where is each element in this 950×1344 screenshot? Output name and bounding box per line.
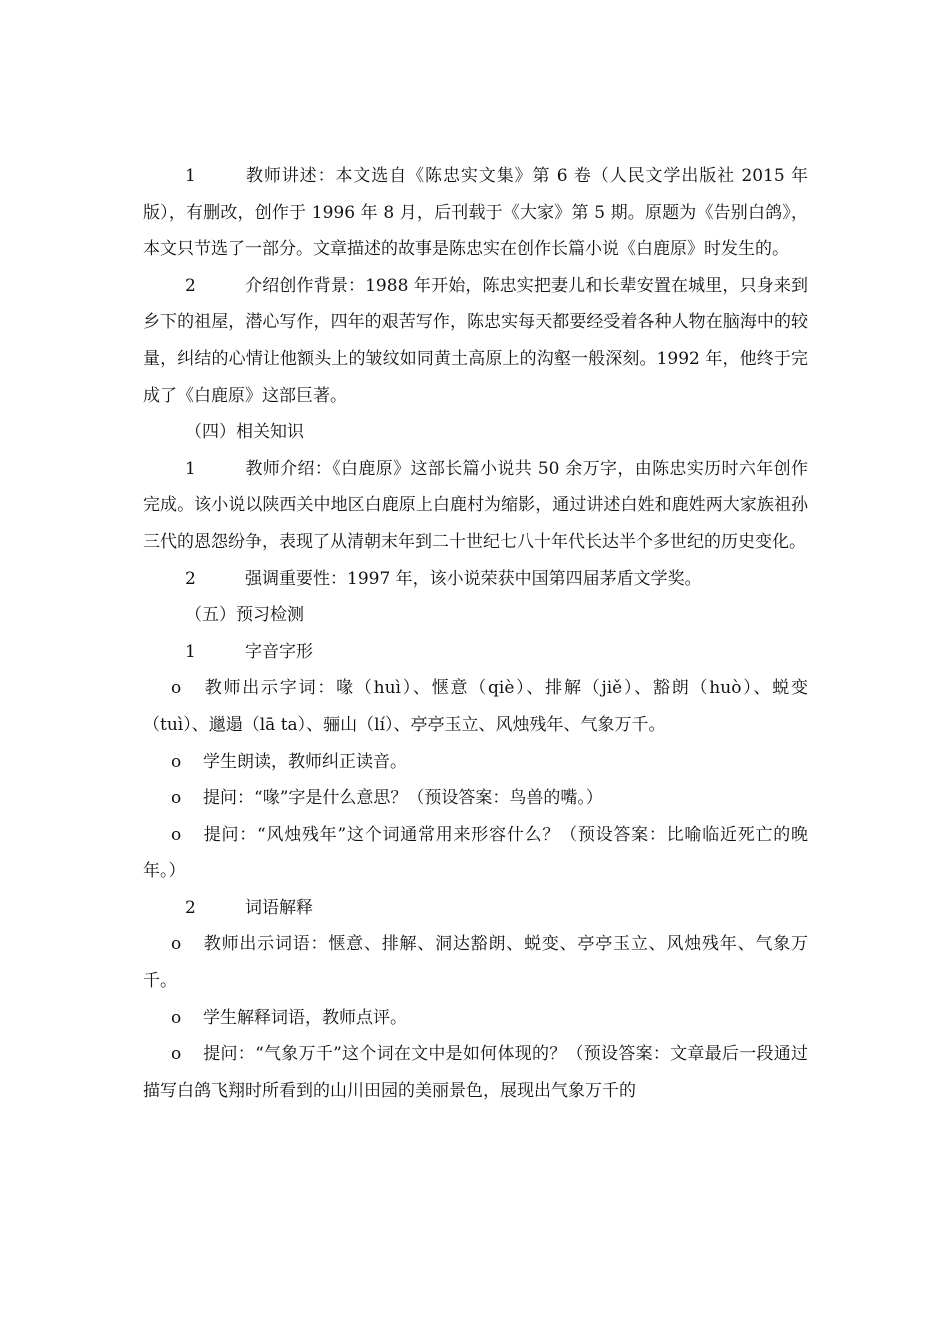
paragraph bbox=[143, 451, 808, 561]
paragraph-text: 强调重要性：1997 年，该小说荣获中国第四届茅盾文学奖。 bbox=[245, 568, 702, 589]
paragraph-text: 教师讲述：本文选自《陈忠实文集》第 6 卷（人民文学出版社 2015 年版），有删改，创作于 1996 年 8 月，后刊载于《大家》第 5 期。原题为《告别白鸽》，本文只节选了一部分。文章描述的故事是陈忠实在创作长篇小说《白鹿原》时发生的。 bbox=[143, 166, 808, 260]
list-item-text: 教师出示字词：喙（huì）、惬意（qiè）、排解（jiě）、豁朗（huò）、蜕变（tuì）、邋遢（lā ta）、骊山（lí）、亭亭玉立、风烛残年、气象万千。 bbox=[143, 678, 808, 735]
bullet-icon: o bbox=[171, 1007, 182, 1028]
list-item-text: 提问：“风烛残年”这个词通常用来形容什么？（预设答案：比喻临近死亡的晚年。） bbox=[143, 824, 808, 882]
subsection-heading bbox=[143, 890, 808, 927]
paragraph-number: 1 bbox=[185, 641, 196, 662]
paragraph bbox=[143, 158, 808, 268]
paragraph-text: 介绍创作背景：1988 年开始，陈忠实把妻儿和长辈安置在城里，只身来到乡下的祖屋，潜心写作，四年的艰苦写作，陈忠实每天都要经受着各种人物在脑海中的较量，纠结的心情让他额头上的皱纹如同黄土高原上的沟壑一般深刻。1992 年，他终于完成了《白鹿原》这部巨著。 bbox=[143, 275, 808, 406]
paragraph-number: 2 bbox=[185, 568, 196, 589]
bullet-icon: o bbox=[171, 934, 182, 955]
paragraph bbox=[143, 268, 808, 414]
paragraph-number: 1 bbox=[185, 458, 196, 479]
section-heading: （五）预习检测 bbox=[185, 605, 304, 626]
subsection-title: 字音字形 bbox=[245, 641, 313, 662]
paragraph-number: 2 bbox=[185, 897, 196, 918]
list-item-text: 学生解释词语，教师点评。 bbox=[203, 1007, 407, 1028]
list-item bbox=[143, 1000, 808, 1037]
paragraph bbox=[143, 561, 808, 598]
document-body bbox=[143, 158, 808, 1109]
bullet-icon: o bbox=[171, 751, 182, 772]
list-item bbox=[143, 780, 808, 817]
subsection-heading bbox=[143, 634, 808, 671]
bullet-icon: o bbox=[171, 824, 182, 845]
section-heading: （四）相关知识 bbox=[185, 422, 304, 443]
list-item bbox=[143, 670, 808, 743]
subsection-title: 词语解释 bbox=[245, 897, 313, 918]
bullet-icon: o bbox=[171, 1044, 182, 1065]
list-item bbox=[143, 744, 808, 781]
list-item-text: 教师出示词语：惬意、排解、洞达豁朗、蜕变、亭亭玉立、风烛残年、气象万千。 bbox=[143, 934, 808, 992]
list-item-text: 提问：“喙”字是什么意思？（预设答案：鸟兽的嘴。） bbox=[203, 788, 603, 809]
paragraph-number: 2 bbox=[185, 275, 196, 296]
bullet-icon: o bbox=[171, 788, 182, 809]
list-item bbox=[143, 817, 808, 890]
paragraph-text: 教师介绍：《白鹿原》这部长篇小说共 50 余万字，由陈忠实历时六年创作完成。该小说以陕西关中地区白鹿原上白鹿村为缩影，通过讲述白姓和鹿姓两大家族祖孙三代的恩怨纷争，表现了从清朝末年到二十世纪七八十年代长达半个多世纪的历史变化。 bbox=[143, 458, 808, 552]
list-item bbox=[143, 926, 808, 999]
list-item-text: 提问：“气象万千”这个词在文中是如何体现的？（预设答案：文章最后一段通过描写白鸽飞翔时所看到的山川田园的美丽景色，展现出气象万千的 bbox=[143, 1044, 808, 1101]
list-item-text: 学生朗读，教师纠正读音。 bbox=[203, 751, 407, 772]
paragraph-number: 1 bbox=[185, 166, 196, 186]
bullet-icon: o bbox=[171, 678, 182, 699]
list-item bbox=[143, 1036, 808, 1109]
